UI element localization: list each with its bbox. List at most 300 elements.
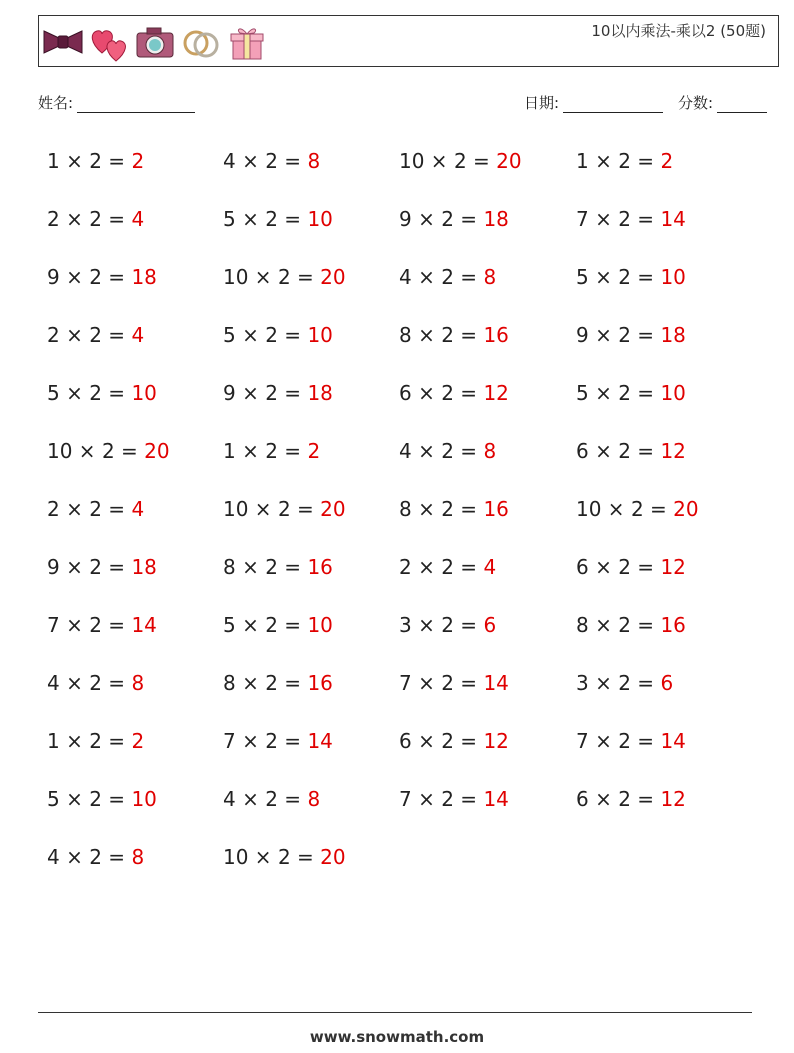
equals-sign: = [453, 497, 484, 521]
score-field [678, 92, 767, 113]
times-sign: × [588, 671, 619, 695]
answer: 16 [483, 497, 509, 521]
multiplicand: 4 [399, 265, 412, 289]
header-icons [42, 21, 268, 63]
answer: 14 [660, 729, 686, 753]
answer: 18 [131, 555, 157, 579]
times-sign: × [59, 787, 90, 811]
equals-sign: = [101, 381, 132, 405]
multiplier: 2 [265, 671, 278, 695]
equals-sign: = [630, 729, 661, 753]
date-field [524, 92, 663, 113]
problem-item [47, 845, 144, 869]
problem-item [399, 613, 496, 637]
equals-sign: = [453, 265, 484, 289]
problem-item [399, 149, 522, 173]
answer: 20 [320, 497, 346, 521]
multiplier: 2 [89, 845, 102, 869]
multiplier: 2 [265, 787, 278, 811]
times-sign: × [411, 497, 442, 521]
times-sign: × [235, 149, 266, 173]
equals-sign: = [101, 787, 132, 811]
answer: 2 [131, 729, 145, 753]
multiplicand: 5 [223, 323, 236, 347]
multiplier: 2 [89, 671, 102, 695]
problem-item [223, 265, 346, 289]
multiplier: 2 [441, 439, 454, 463]
problem-item [399, 787, 509, 811]
multiplicand: 5 [47, 787, 60, 811]
multiplicand: 2 [47, 323, 60, 347]
multiplicand: 4 [223, 787, 236, 811]
multiplicand: 3 [399, 613, 412, 637]
multiplier: 2 [89, 207, 102, 231]
multiplicand: 9 [223, 381, 236, 405]
multiplicand: 8 [399, 497, 412, 521]
equals-sign: = [453, 323, 484, 347]
equals-sign: = [101, 613, 132, 637]
header-box [38, 15, 779, 67]
multiplicand: 10 [223, 845, 249, 869]
problem-item [47, 729, 144, 753]
equals-sign: = [101, 729, 132, 753]
times-sign: × [59, 149, 90, 173]
times-sign: × [588, 381, 619, 405]
problem-item [47, 265, 157, 289]
multiplier: 2 [89, 729, 102, 753]
footer-url: www.snowmath.com [309, 1028, 485, 1046]
equals-sign: = [453, 439, 484, 463]
equals-sign: = [101, 149, 132, 173]
equals-sign: = [290, 265, 321, 289]
answer: 20 [320, 265, 346, 289]
times-sign: × [59, 613, 90, 637]
date-input-line[interactable] [563, 96, 663, 113]
answer: 4 [131, 207, 145, 231]
multiplicand: 6 [576, 439, 589, 463]
equals-sign: = [630, 613, 661, 637]
equals-sign: = [290, 497, 321, 521]
problem-item [47, 439, 170, 463]
answer: 16 [483, 323, 509, 347]
problem-item [47, 323, 144, 347]
times-sign: × [588, 207, 619, 231]
problem-item [399, 381, 509, 405]
answer: 10 [660, 265, 686, 289]
multiplicand: 10 [399, 149, 425, 173]
multiplicand: 1 [576, 149, 589, 173]
problem-item [47, 207, 144, 231]
times-sign: × [588, 613, 619, 637]
problem-item [399, 265, 496, 289]
multiplier: 2 [89, 265, 102, 289]
times-sign: × [411, 265, 442, 289]
multiplier: 2 [89, 787, 102, 811]
equals-sign: = [277, 671, 308, 695]
times-sign: × [411, 787, 442, 811]
multiplier: 2 [618, 671, 631, 695]
answer: 20 [144, 439, 170, 463]
multiplicand: 1 [47, 149, 60, 173]
answer: 10 [660, 381, 686, 405]
equals-sign: = [630, 323, 661, 347]
problem-item [576, 555, 686, 579]
multiplier: 2 [265, 381, 278, 405]
problem-item [576, 671, 673, 695]
answer: 8 [307, 787, 321, 811]
answer: 20 [673, 497, 699, 521]
equals-sign: = [101, 671, 132, 695]
problem-item [47, 381, 157, 405]
multiplier: 2 [89, 381, 102, 405]
multiplier: 2 [89, 555, 102, 579]
equals-sign: = [277, 439, 308, 463]
worksheet-title: 10以内乘法-乘以2 (50题) [591, 22, 766, 40]
times-sign: × [59, 207, 90, 231]
camera-icon [134, 21, 176, 63]
answer: 12 [483, 381, 509, 405]
multiplicand: 10 [223, 265, 249, 289]
equals-sign: = [101, 207, 132, 231]
times-sign: × [235, 439, 266, 463]
problem-item [399, 555, 496, 579]
equals-sign: = [277, 555, 308, 579]
multiplicand: 10 [576, 497, 602, 521]
times-sign: × [59, 555, 90, 579]
problem-item [47, 671, 144, 695]
times-sign: × [235, 381, 266, 405]
problem-item [576, 613, 686, 637]
multiplier: 2 [89, 613, 102, 637]
multiplicand: 5 [223, 613, 236, 637]
answer: 14 [307, 729, 333, 753]
times-sign: × [59, 729, 90, 753]
times-sign: × [588, 149, 619, 173]
answer: 10 [307, 613, 333, 637]
multiplicand: 7 [47, 613, 60, 637]
equals-sign: = [277, 787, 308, 811]
footer-divider [38, 1012, 752, 1013]
times-sign: × [411, 381, 442, 405]
equals-sign: = [277, 207, 308, 231]
multiplier: 2 [441, 555, 454, 579]
name-label: 姓名: [38, 94, 74, 112]
equals-sign: = [630, 787, 661, 811]
multiplier: 2 [277, 265, 291, 289]
answer: 12 [660, 555, 686, 579]
times-sign: × [59, 497, 90, 521]
multiplicand: 9 [399, 207, 412, 231]
multiplicand: 8 [576, 613, 589, 637]
multiplier: 2 [265, 613, 278, 637]
multiplier: 2 [618, 729, 631, 753]
times-sign: × [235, 555, 266, 579]
times-sign: × [59, 381, 90, 405]
times-sign: × [235, 323, 266, 347]
multiplier: 2 [89, 323, 102, 347]
times-sign: × [411, 207, 442, 231]
problem-item [399, 729, 509, 753]
multiplicand: 8 [223, 555, 236, 579]
times-sign: × [424, 149, 454, 173]
equals-sign: = [453, 613, 484, 637]
times-sign: × [235, 671, 266, 695]
equals-sign: = [101, 845, 132, 869]
problem-item [223, 729, 333, 753]
multiplicand: 1 [47, 729, 60, 753]
times-sign: × [601, 497, 631, 521]
hearts-icon [88, 21, 130, 63]
times-sign: × [248, 497, 278, 521]
multiplier: 2 [441, 787, 454, 811]
date-label: 日期: [524, 94, 560, 112]
times-sign: × [588, 323, 619, 347]
answer: 2 [307, 439, 321, 463]
multiplicand: 7 [399, 787, 412, 811]
multiplier: 2 [277, 845, 291, 869]
problem-item [399, 439, 496, 463]
equals-sign: = [453, 671, 484, 695]
problem-item [47, 787, 157, 811]
equals-sign: = [630, 671, 661, 695]
multiplier: 2 [630, 497, 644, 521]
answer: 12 [660, 787, 686, 811]
multiplicand: 7 [399, 671, 412, 695]
multiplicand: 1 [223, 439, 236, 463]
multiplicand: 9 [576, 323, 589, 347]
equals-sign: = [101, 555, 132, 579]
equals-sign: = [466, 149, 497, 173]
multiplicand: 5 [223, 207, 236, 231]
answer: 18 [660, 323, 686, 347]
equals-sign: = [453, 207, 484, 231]
multiplier: 2 [441, 381, 454, 405]
problem-item [47, 555, 157, 579]
times-sign: × [235, 613, 266, 637]
times-sign: × [59, 845, 90, 869]
equals-sign: = [630, 439, 661, 463]
times-sign: × [411, 439, 442, 463]
problem-item [223, 381, 333, 405]
multiplicand: 10 [47, 439, 73, 463]
answer: 14 [483, 787, 509, 811]
multiplicand: 2 [47, 207, 60, 231]
rings-icon [180, 21, 222, 63]
multiplicand: 4 [223, 149, 236, 173]
problem-item [223, 323, 333, 347]
multiplicand: 4 [47, 845, 60, 869]
problem-item [576, 439, 686, 463]
answer: 10 [131, 787, 157, 811]
multiplier: 2 [618, 555, 631, 579]
times-sign: × [411, 613, 442, 637]
equals-sign: = [630, 555, 661, 579]
problem-item [399, 323, 509, 347]
equals-sign: = [630, 149, 661, 173]
multiplier: 2 [618, 265, 631, 289]
gift-icon [226, 21, 268, 63]
answer: 20 [320, 845, 346, 869]
multiplier: 2 [101, 439, 115, 463]
times-sign: × [588, 439, 619, 463]
name-field [38, 92, 195, 113]
score-input-line[interactable] [717, 96, 767, 113]
times-sign: × [411, 671, 442, 695]
problem-item [223, 555, 333, 579]
times-sign: × [59, 265, 90, 289]
equals-sign: = [101, 323, 132, 347]
multiplier: 2 [441, 207, 454, 231]
problem-item [47, 613, 157, 637]
problem-item [223, 207, 333, 231]
answer: 6 [660, 671, 674, 695]
answer: 18 [483, 207, 509, 231]
equals-sign: = [453, 787, 484, 811]
multiplicand: 4 [47, 671, 60, 695]
problem-item [576, 149, 673, 173]
answer: 14 [483, 671, 509, 695]
problem-item [47, 149, 144, 173]
times-sign: × [588, 729, 619, 753]
problem-item [223, 613, 333, 637]
times-sign: × [59, 671, 90, 695]
answer: 4 [131, 497, 145, 521]
answer: 14 [131, 613, 157, 637]
multiplicand: 6 [399, 729, 412, 753]
multiplier: 2 [618, 439, 631, 463]
answer: 16 [307, 671, 333, 695]
times-sign: × [235, 729, 266, 753]
multiplicand: 6 [576, 555, 589, 579]
answer: 8 [131, 845, 145, 869]
equals-sign: = [630, 265, 661, 289]
multiplier: 2 [265, 207, 278, 231]
equals-sign: = [290, 845, 321, 869]
times-sign: × [588, 265, 619, 289]
answer: 8 [483, 439, 497, 463]
multiplicand: 9 [47, 555, 60, 579]
multiplier: 2 [441, 613, 454, 637]
problem-item [576, 787, 686, 811]
multiplicand: 10 [223, 497, 249, 521]
times-sign: × [411, 555, 442, 579]
answer: 16 [660, 613, 686, 637]
equals-sign: = [277, 323, 308, 347]
times-sign: × [411, 323, 442, 347]
answer: 8 [307, 149, 321, 173]
times-sign: × [588, 787, 619, 811]
multiplier: 2 [618, 149, 631, 173]
equals-sign: = [114, 439, 145, 463]
times-sign: × [235, 207, 266, 231]
multiplicand: 7 [576, 207, 589, 231]
multiplier: 2 [618, 207, 631, 231]
equals-sign: = [453, 555, 484, 579]
multiplicand: 8 [399, 323, 412, 347]
multiplier: 2 [89, 497, 102, 521]
multiplicand: 2 [47, 497, 60, 521]
bow-tie-icon [42, 21, 84, 63]
times-sign: × [588, 555, 619, 579]
multiplier: 2 [441, 671, 454, 695]
equals-sign: = [101, 265, 132, 289]
equals-sign: = [277, 729, 308, 753]
multiplicand: 3 [576, 671, 589, 695]
multiplier: 2 [441, 497, 454, 521]
answer: 10 [307, 207, 333, 231]
multiplicand: 5 [576, 381, 589, 405]
multiplicand: 4 [399, 439, 412, 463]
equals-sign: = [277, 613, 308, 637]
problem-item [399, 497, 509, 521]
multiplicand: 5 [47, 381, 60, 405]
problem-item [223, 439, 320, 463]
times-sign: × [248, 845, 278, 869]
times-sign: × [248, 265, 278, 289]
multiplicand: 7 [223, 729, 236, 753]
answer: 12 [483, 729, 509, 753]
equals-sign: = [101, 497, 132, 521]
problem-item [223, 787, 320, 811]
answer: 20 [496, 149, 522, 173]
answer: 18 [307, 381, 333, 405]
problem-item [576, 381, 686, 405]
multiplicand: 7 [576, 729, 589, 753]
answer: 14 [660, 207, 686, 231]
multiplier: 2 [265, 439, 278, 463]
answer: 18 [131, 265, 157, 289]
problem-item [47, 497, 144, 521]
answer: 8 [483, 265, 497, 289]
answer: 12 [660, 439, 686, 463]
problem-item [223, 497, 346, 521]
problem-item [576, 323, 686, 347]
multiplicand: 2 [399, 555, 412, 579]
problem-item [223, 671, 333, 695]
multiplicand: 5 [576, 265, 589, 289]
multiplier: 2 [89, 149, 102, 173]
answer: 2 [131, 149, 145, 173]
multiplier: 2 [265, 555, 278, 579]
multiplier: 2 [453, 149, 467, 173]
problem-item [576, 729, 686, 753]
multiplicand: 6 [399, 381, 412, 405]
multiplier: 2 [618, 381, 631, 405]
score-label: 分数: [678, 94, 714, 112]
answer: 6 [483, 613, 497, 637]
problem-item [399, 207, 509, 231]
equals-sign: = [453, 381, 484, 405]
multiplier: 2 [618, 787, 631, 811]
multiplier: 2 [441, 729, 454, 753]
answer: 4 [131, 323, 145, 347]
multiplier: 2 [277, 497, 291, 521]
answer: 8 [131, 671, 145, 695]
answer: 4 [483, 555, 497, 579]
problem-item [399, 671, 509, 695]
equals-sign: = [277, 149, 308, 173]
times-sign: × [411, 729, 442, 753]
equals-sign: = [643, 497, 674, 521]
name-input-line[interactable] [77, 96, 195, 113]
equals-sign: = [277, 381, 308, 405]
times-sign: × [72, 439, 102, 463]
problem-item [576, 497, 699, 521]
times-sign: × [235, 787, 266, 811]
problem-item [223, 149, 320, 173]
problem-item [576, 265, 686, 289]
answer: 16 [307, 555, 333, 579]
